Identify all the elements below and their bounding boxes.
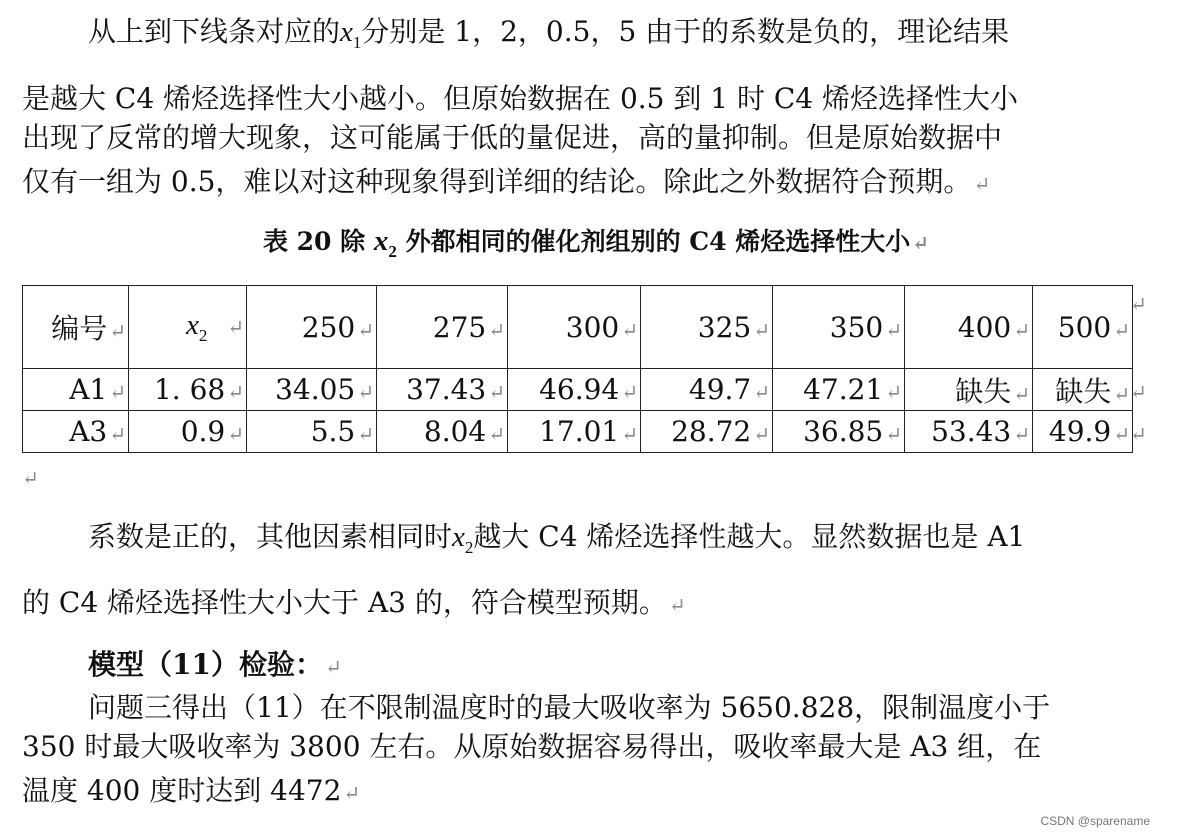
table-cell [905,411,1033,453]
return-mark: ↵ [1013,422,1030,446]
return-mark: ↵ [109,319,126,343]
para2-line2-text: 的 C4 烯烃选择性大小大于 A3 的，符合模型预期。 [22,586,667,619]
para1-line4-text: 仅有一组为 0.5，难以对这种现象得到详细的结论。除此之外数据符合预期。 [22,165,972,198]
cell-value: 8.04 [423,415,487,448]
header-temp-cell [377,286,508,369]
header-variable-subscript: 2 [198,326,208,345]
return-mark: ↵ [753,422,770,446]
cell-value: 47.21 [803,373,884,406]
cell-value: 49.9 [1048,415,1112,448]
return-mark: ↵ [109,380,126,404]
cell-value: 46.94 [539,373,620,406]
cell-value: 34.05 [275,373,356,406]
row-x2-value: 0.9 [180,415,226,448]
table-cell [247,411,377,453]
para1-line1 [88,15,1009,60]
header-id-label: 编号 [51,312,108,345]
header-temp-cell [247,286,377,369]
return-mark: ↵ [885,422,902,446]
return-mark: ↵ [1130,380,1147,404]
row-x2-value: 1. 68 [153,373,226,406]
return-mark: ↵ [488,380,505,404]
return-mark: ↵ [885,317,902,342]
para3-line3 [22,774,360,810]
cell-value: 37.43 [406,373,487,406]
table-cell [905,369,1033,411]
section-heading [88,648,342,684]
cell-value: 缺失 [955,374,1012,408]
cell-value: 5.5 [310,415,356,448]
para3-line1: 问题三得出（11）在不限制温度时的最大吸收率为 5650.828，限制温度小于 [88,691,1051,724]
return-mark: ↵ [912,231,930,255]
header-temp-label: 500 [1057,310,1112,344]
return-mark: ↵ [1130,422,1147,446]
row-id: A1 [69,373,108,406]
para2-line1 [88,520,1025,565]
para1-line1-text-a: 从上到下线条对应的 [88,15,341,48]
row-x2-cell [129,369,247,411]
cell-value: 49.7 [688,373,752,406]
return-mark: ↵ [621,422,638,446]
return-mark: ↵ [753,317,770,342]
return-mark: ↵ [621,317,638,342]
caption-text-b: 外都相同的催化剂组别的 C4 烯烃选择性大小 [405,227,911,256]
para3-line2: 350 时最大吸收率为 3800 左右。从原始数据容易得出，吸收率最大是 A3 组，在 [22,730,1042,763]
return-mark: ↵ [227,315,244,339]
table-cell [641,411,773,453]
header-temp-cell [641,286,773,369]
return-mark: ↵ [227,422,244,446]
caption-text-a: 表 20 除 [262,227,366,256]
return-mark: ↵ [488,422,505,446]
header-temp-label: 300 [565,310,620,344]
header-variable-symbol: x [186,309,199,341]
return-mark: ↵ [227,380,244,404]
variable-x1-symbol: x [340,16,353,48]
row-id-cell [23,369,129,411]
return-mark: ↵ [668,593,686,617]
row-x2-cell [129,411,247,453]
table-cell [377,411,508,453]
caption-variable-symbol: x [373,225,389,257]
row-id: A3 [69,415,108,448]
para2-line1-text-b: 越大 C4 烯烃选择性越大。显然数据也是 A1 [473,520,1026,553]
header-var-cell [129,286,247,369]
cell-value: 36.85 [803,415,884,448]
header-temp-cell [905,286,1033,369]
para1-line3: 出现了反常的增大现象，这可能属于低的量促进，高的量抑制。但是原始数据中 [22,121,1003,154]
table-cell [508,411,641,453]
return-mark: ↵ [357,317,374,342]
header-temp-label: 325 [697,310,752,344]
data-table [22,285,1133,453]
section-heading-text: 模型（11）检验： [88,648,323,681]
para1-line1-text-b: 分别是 1，2，0.5，5 由于的系数是负的，理论结果 [361,15,1010,48]
header-id-cell [23,286,129,369]
table-caption [0,224,1192,269]
header-temp-label: 400 [957,310,1012,344]
variable-x2-symbol: x [452,521,465,553]
header-temp-cell [773,286,905,369]
variable-x2 [452,521,474,557]
header-temp-label: 250 [301,310,356,344]
table-cell [377,369,508,411]
return-mark: ↵ [109,422,126,446]
table-row [23,369,1133,411]
watermark: CSDN @sparename [1040,814,1150,828]
return-mark: ↵ [22,466,39,490]
variable-x2 [186,309,208,345]
variable-x1 [340,16,362,52]
return-mark: ↵ [621,380,638,404]
return-mark: ↵ [357,422,374,446]
cell-value: 28.72 [671,415,752,448]
variable-x2 [373,225,397,261]
table-cell [773,369,905,411]
table-cell [641,369,773,411]
row-id-cell [23,411,129,453]
return-mark: ↵ [753,380,770,404]
table-cell [1033,369,1133,411]
table-cell [247,369,377,411]
return-mark: ↵ [343,781,361,805]
return-mark: ↵ [885,380,902,404]
return-mark: ↵ [357,380,374,404]
table-cell [773,411,905,453]
caption-variable-subscript: 2 [388,242,397,261]
para3-line3-text: 温度 400 度时达到 4472 [22,774,342,807]
return-mark: ↵ [973,172,991,196]
header-temp-label: 350 [829,310,884,344]
return-mark: ↵ [1113,422,1130,446]
para2-line1-text-a: 系数是正的，其他因素相同时 [88,520,453,553]
return-mark: ↵ [488,317,505,342]
cell-value: 缺失 [1055,374,1112,408]
header-temp-label: 275 [432,310,487,344]
return-mark: ↵ [1013,317,1030,342]
header-temp-cell [508,286,641,369]
table-cell [1033,411,1133,453]
para1-line4 [22,165,990,201]
para2-line2 [22,586,686,622]
cell-value: 53.43 [931,415,1012,448]
variable-x2-subscript: 2 [464,538,474,557]
table-row [23,411,1133,453]
return-mark: ↵ [324,655,342,679]
header-temp-cell [1033,286,1133,369]
return-mark: ↵ [1130,292,1147,316]
cell-value: 17.01 [539,415,620,448]
para1-line2: 是越大 C4 烯烃选择性大小越小。但原始数据在 0.5 到 1 时 C4 烯烃选择性大小 [22,82,1019,115]
return-mark: ↵ [1113,381,1130,406]
variable-x1-subscript: 1 [352,33,362,52]
table-header-row [23,286,1133,369]
return-mark: ↵ [1013,381,1030,406]
return-mark: ↵ [1113,317,1130,342]
table-cell [508,369,641,411]
